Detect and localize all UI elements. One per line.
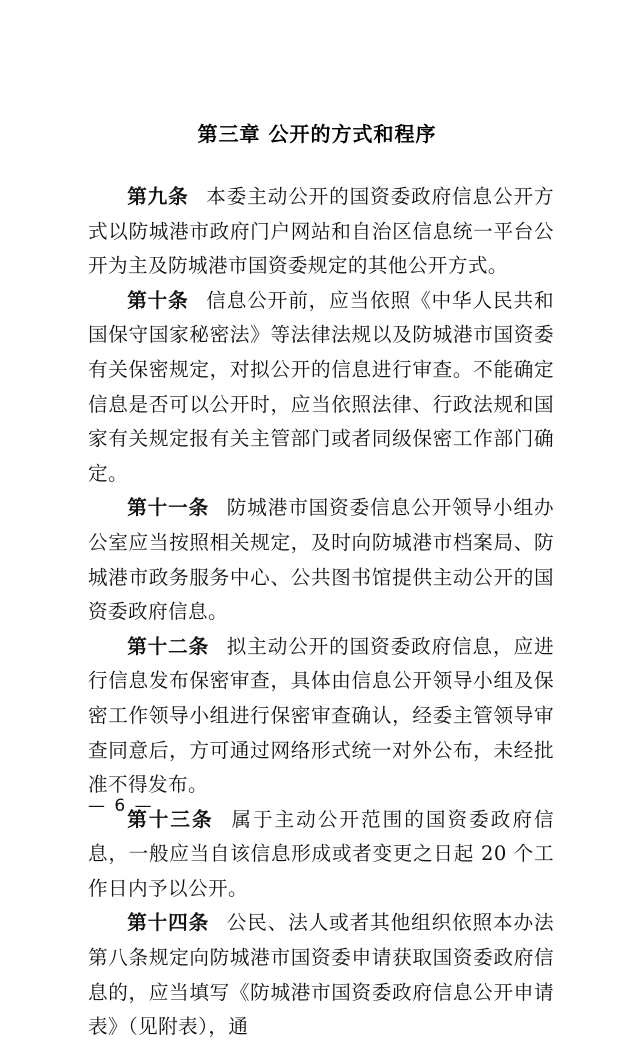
article-14 bbox=[88, 906, 554, 1044]
article-number: 第十四条 bbox=[127, 911, 210, 935]
page-number: — 6 — bbox=[88, 796, 154, 816]
document-body bbox=[88, 180, 554, 1045]
article-number: 第十一条 bbox=[127, 496, 210, 520]
chapter-title: 第三章 公开的方式和程序 bbox=[197, 122, 437, 146]
article-number: 第十条 bbox=[127, 288, 189, 312]
article-text: 信息公开前，应当依照《中华人民共和国保守国家秘密法》等法律法规以及防城港市国资委有关保密规定，对拟公开的信息进行审查。不能确定信息是否可以公开时，应当依照法律、行政法规和国家有关规定报有关主管部门或者同级保密工作部门确定。 bbox=[88, 288, 554, 485]
article-text: 拟主动公开的国资委政府信息，应进行信息发布保密审查，具体由信息公开领导小组及保密工作领导小组进行保密审查确认，经委主管领导审查同意后，方可通过网络形式统一对外公布，未经批准不得发布。 bbox=[88, 634, 554, 797]
article-number: 第九条 bbox=[127, 185, 189, 208]
article-text: 本委主动公开的国资委政府信息公开方式以防城港市政府门户网站和自治区信息统一平台公开为主及防城港市国资委规定的其他公开方式。 bbox=[88, 185, 554, 278]
article-number: 第十三条 bbox=[127, 807, 214, 831]
article-number: 第十二条 bbox=[127, 634, 210, 658]
article-11 bbox=[88, 491, 554, 629]
article-10 bbox=[88, 284, 554, 492]
article-text: 公民、法人或者其他组织依照本办法第八条规定向防城港市国资委申请获取国资委政府信息的，应当填写《防城港市国资委政府信息公开申请表》（见附表），通 bbox=[88, 911, 554, 1039]
article-9 bbox=[88, 180, 554, 284]
article-text: 防城港市国资委信息公开领导小组办公室应当按照相关规定，及时向防城港市档案局、防城港市政务服务中心、公共图书馆提供主动公开的国资委政府信息。 bbox=[88, 496, 554, 624]
article-13 bbox=[88, 803, 554, 907]
article-text: 属于主动公开范围的国资委政府信息，一般应当自该信息形成或者变更之日起 20 个工作日内予以公开。 bbox=[88, 807, 555, 900]
article-12 bbox=[88, 630, 554, 803]
